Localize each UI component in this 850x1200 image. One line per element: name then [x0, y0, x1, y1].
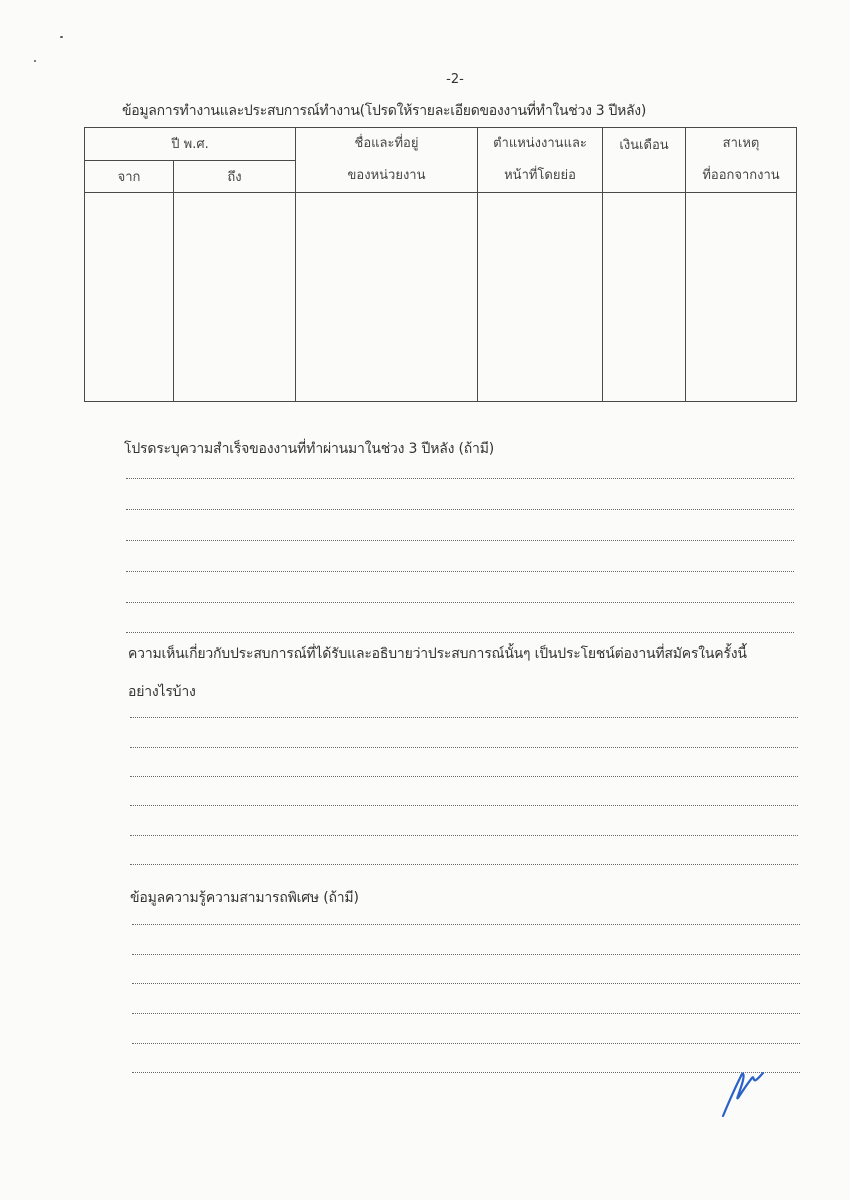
opinion-line[interactable]	[130, 864, 798, 865]
position-header-line2: หน้าที่โดยย่อ	[504, 168, 576, 183]
position-header	[478, 128, 603, 193]
position-header-line1: ตำแหน่งงานและ	[493, 136, 587, 151]
reason-header-line1: สาเหตุ	[722, 136, 760, 151]
opinion-label-line2: อย่างไรบ้าง	[128, 684, 196, 700]
opinion-line[interactable]	[130, 747, 798, 748]
salary-cell[interactable]	[603, 193, 686, 402]
achievements-line[interactable]	[126, 602, 794, 603]
scan-speck	[34, 60, 36, 62]
from-year-header: จาก	[85, 160, 174, 193]
reason-header	[686, 128, 797, 193]
reason-header-line2: ที่ออกจากงาน	[702, 168, 780, 183]
work-history-table	[84, 127, 797, 402]
achievements-line[interactable]	[126, 509, 794, 510]
opinion-line[interactable]	[130, 717, 798, 718]
work-experience-heading: ข้อมูลการทำงานและประสบการณ์ทำงาน(โปรดให้รายละเอียดของงานที่ทำในช่วง 3 ปีหลัง)	[122, 103, 647, 119]
special-skills-label: ข้อมูลความรู้ความสามารถพิเศษ (ถ้ามี)	[130, 890, 359, 906]
special-skills-line[interactable]	[132, 1013, 800, 1014]
special-skills-line[interactable]	[132, 1072, 800, 1073]
opinion-line[interactable]	[130, 776, 798, 777]
special-skills-line[interactable]	[132, 983, 800, 984]
opinion-label-line1: ความเห็นเกี่ยวกับประสบการณ์ที่ได้รับและอธิบายว่าประสบการณ์นั้นๆ เป็นประโยชน์ต่องานที่สมัครในครั้งนี้	[128, 646, 747, 662]
to-year-cell[interactable]	[174, 193, 296, 402]
opinion-line[interactable]	[130, 805, 798, 806]
position-cell[interactable]	[478, 193, 603, 402]
special-skills-line[interactable]	[132, 924, 800, 925]
achievements-line[interactable]	[126, 571, 794, 572]
org-cell[interactable]	[296, 193, 478, 402]
org-header-line1: ชื่อและที่อยู่	[354, 136, 419, 151]
opinion-line[interactable]	[130, 835, 798, 836]
achievements-line[interactable]	[126, 632, 794, 633]
achievements-line[interactable]	[126, 478, 794, 479]
year-header: ปี พ.ศ.	[85, 128, 296, 161]
org-header-line2: ของหน่วยงาน	[347, 168, 426, 183]
reason-cell[interactable]	[686, 193, 797, 402]
page-number: -2-	[446, 72, 464, 87]
special-skills-line[interactable]	[132, 954, 800, 955]
achievements-label: โปรดระบุความสำเร็จของงานที่ทำผ่านมาในช่วง 3 ปีหลัง (ถ้ามี)	[124, 441, 494, 457]
scan-speck	[60, 36, 63, 38]
org-header	[296, 128, 478, 193]
initials-signature	[714, 1062, 774, 1122]
salary-header: เงินเดือน	[603, 128, 686, 193]
from-year-cell[interactable]	[85, 193, 174, 402]
special-skills-line[interactable]	[132, 1043, 800, 1044]
to-year-header: ถึง	[174, 160, 296, 193]
achievements-line[interactable]	[126, 540, 794, 541]
